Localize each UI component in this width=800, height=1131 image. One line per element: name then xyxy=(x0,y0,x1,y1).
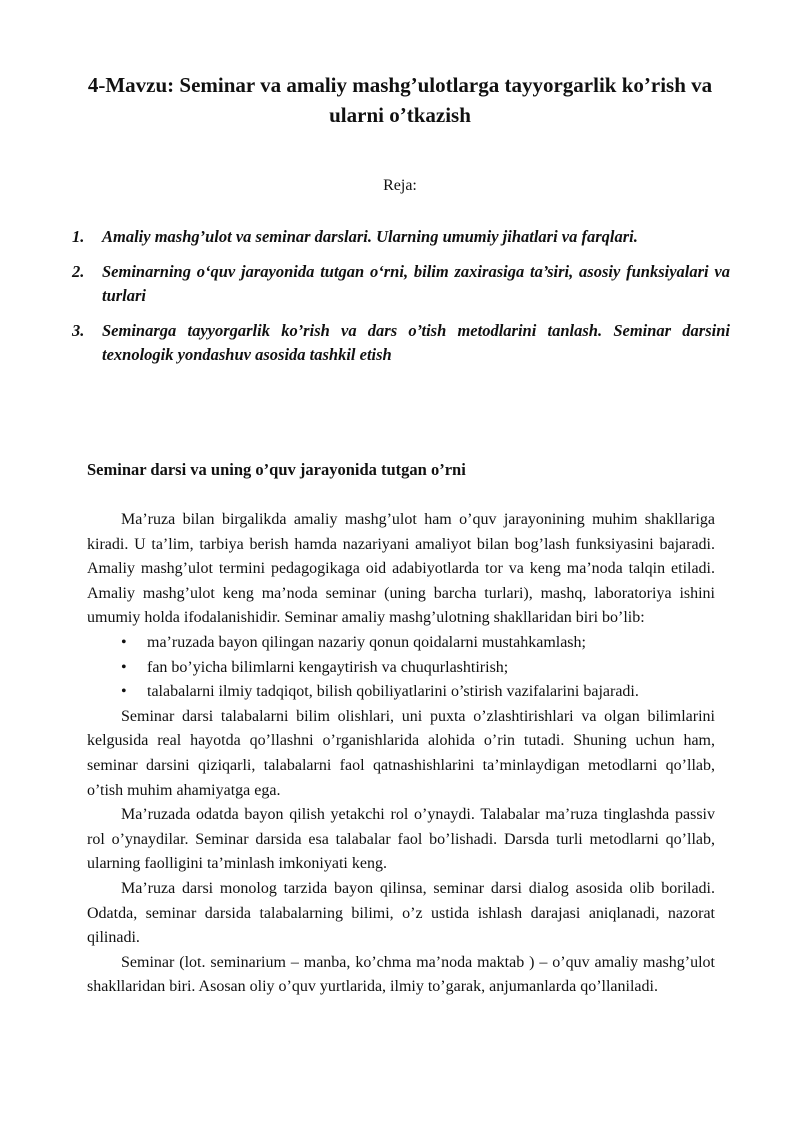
paragraph: Ma’ruzada odatda bayon qilish yetakchi rol o’ynaydi. Talabalar ma’ruza tinglashda passiv rol o’ynaydilar. Seminar darsida esa talabalar faol bo’lishadi. Darsda turli metodlarni qo’llab, ularning faolligini ta’minlash imkoniyati keng. xyxy=(87,806,715,873)
plan-label: Reja: xyxy=(383,177,417,194)
bullet-item xyxy=(87,656,715,681)
bullet-icon: • xyxy=(121,633,127,651)
bullet-icon: • xyxy=(121,683,127,701)
paragraph: Seminar darsi talabalarni bilim olishlari, uni puxta o’zlashtirishlari va olgan bilimlarini kelgusida real hayotda qo’llashni o’rganishlarida alohida o’rin tutadi. Shuning uchun ham, seminar darsini qiziqarli, talabalarni faol qatnashishlarini ta’minlaydigan metodlarni qo’llab, o’tish muhim ahamiyatga ega. xyxy=(87,707,715,799)
section-heading: Seminar darsi va uning o’quv jarayonida tutgan o’rni xyxy=(87,460,466,479)
bullet-item xyxy=(87,680,715,705)
bullet-icon: • xyxy=(121,658,127,676)
plan-item xyxy=(72,260,730,308)
document-body xyxy=(87,508,715,1000)
paragraph: Seminar (lot. seminarium – manba, ko’chma ma’noda maktab ) – o’quv amaliy mashg’ulot shakllaridan biri. Asosan oliy o’quv yurtlarida, ilmiy to’garak, anjumanlarda qo’llaniladi. xyxy=(87,953,715,996)
bullet-text: ma’ruzada bayon qilingan nazariy qonun qoidalarni mustahkamlash; xyxy=(147,633,586,651)
plan-item-number: 1. xyxy=(72,227,85,246)
plan-item-text: Amaliy mashg’ulot va seminar darslari. Ularning umumiy jihatlari va farqlari. xyxy=(102,227,638,246)
bullet-item xyxy=(87,631,715,656)
bullet-text: fan bo’yicha bilimlarni kengaytirish va chuqurlashtirish; xyxy=(147,658,509,676)
plan-item-text: Seminarga tayyorgarlik ko’rish va dars o’tish metodlarini tanlash. Seminar darsini texnologik yondashuv asosida tashkil etish xyxy=(102,321,730,364)
paragraph: Ma’ruza darsi monolog tarzida bayon qilinsa, seminar darsi dialog asosida olib boriladi. Odatda, seminar darsida talabalarning bilimi, o’z ustida ishlash darajasi aniqlanadi, nazorat qilinadi. xyxy=(87,879,715,947)
paragraph: Ma’ruza bilan birgalikda amaliy mashg’ulot ham o’quv jarayonining muhim shakllariga kiradi. U ta’lim, tarbiya berish hamda nazariyani amaliyot bilan bog’lash funksiyasini bajaradi. Amaliy mashg’ulot termini pedagogikaga oid adabiyotlarda tor va keng ma’noda talqin etiladi. Amaliy mashg’ulot keng ma’noda seminar (uning barcha turlari), mashq, laboratoriya ishini umumiy holda ifodalanishidir. Seminar amaliy mashg’ulotning shakllaridan biri bo’lib: xyxy=(87,511,715,627)
plan-item-text: Seminarning o‘quv jarayonida tutgan o‘rni, bilim zaxirasiga ta’siri, asosiy funksiyalari va turlari xyxy=(102,262,730,305)
plan-list xyxy=(72,225,730,378)
bullet-list xyxy=(87,631,715,705)
bullet-text: talabalarni ilmiy tadqiqot, bilish qobiliyatlarini o’stirish vazifalarini bajaradi. xyxy=(147,683,639,701)
plan-item xyxy=(72,319,730,367)
plan-item-number: 2. xyxy=(72,262,85,281)
plan-item xyxy=(72,225,730,249)
document-title: 4-Mavzu: Seminar va amaliy mashg’ulotlarga tayyorgarlik ko’rish va ularni o’tkazish xyxy=(87,73,713,127)
plan-item-number: 3. xyxy=(72,321,85,340)
